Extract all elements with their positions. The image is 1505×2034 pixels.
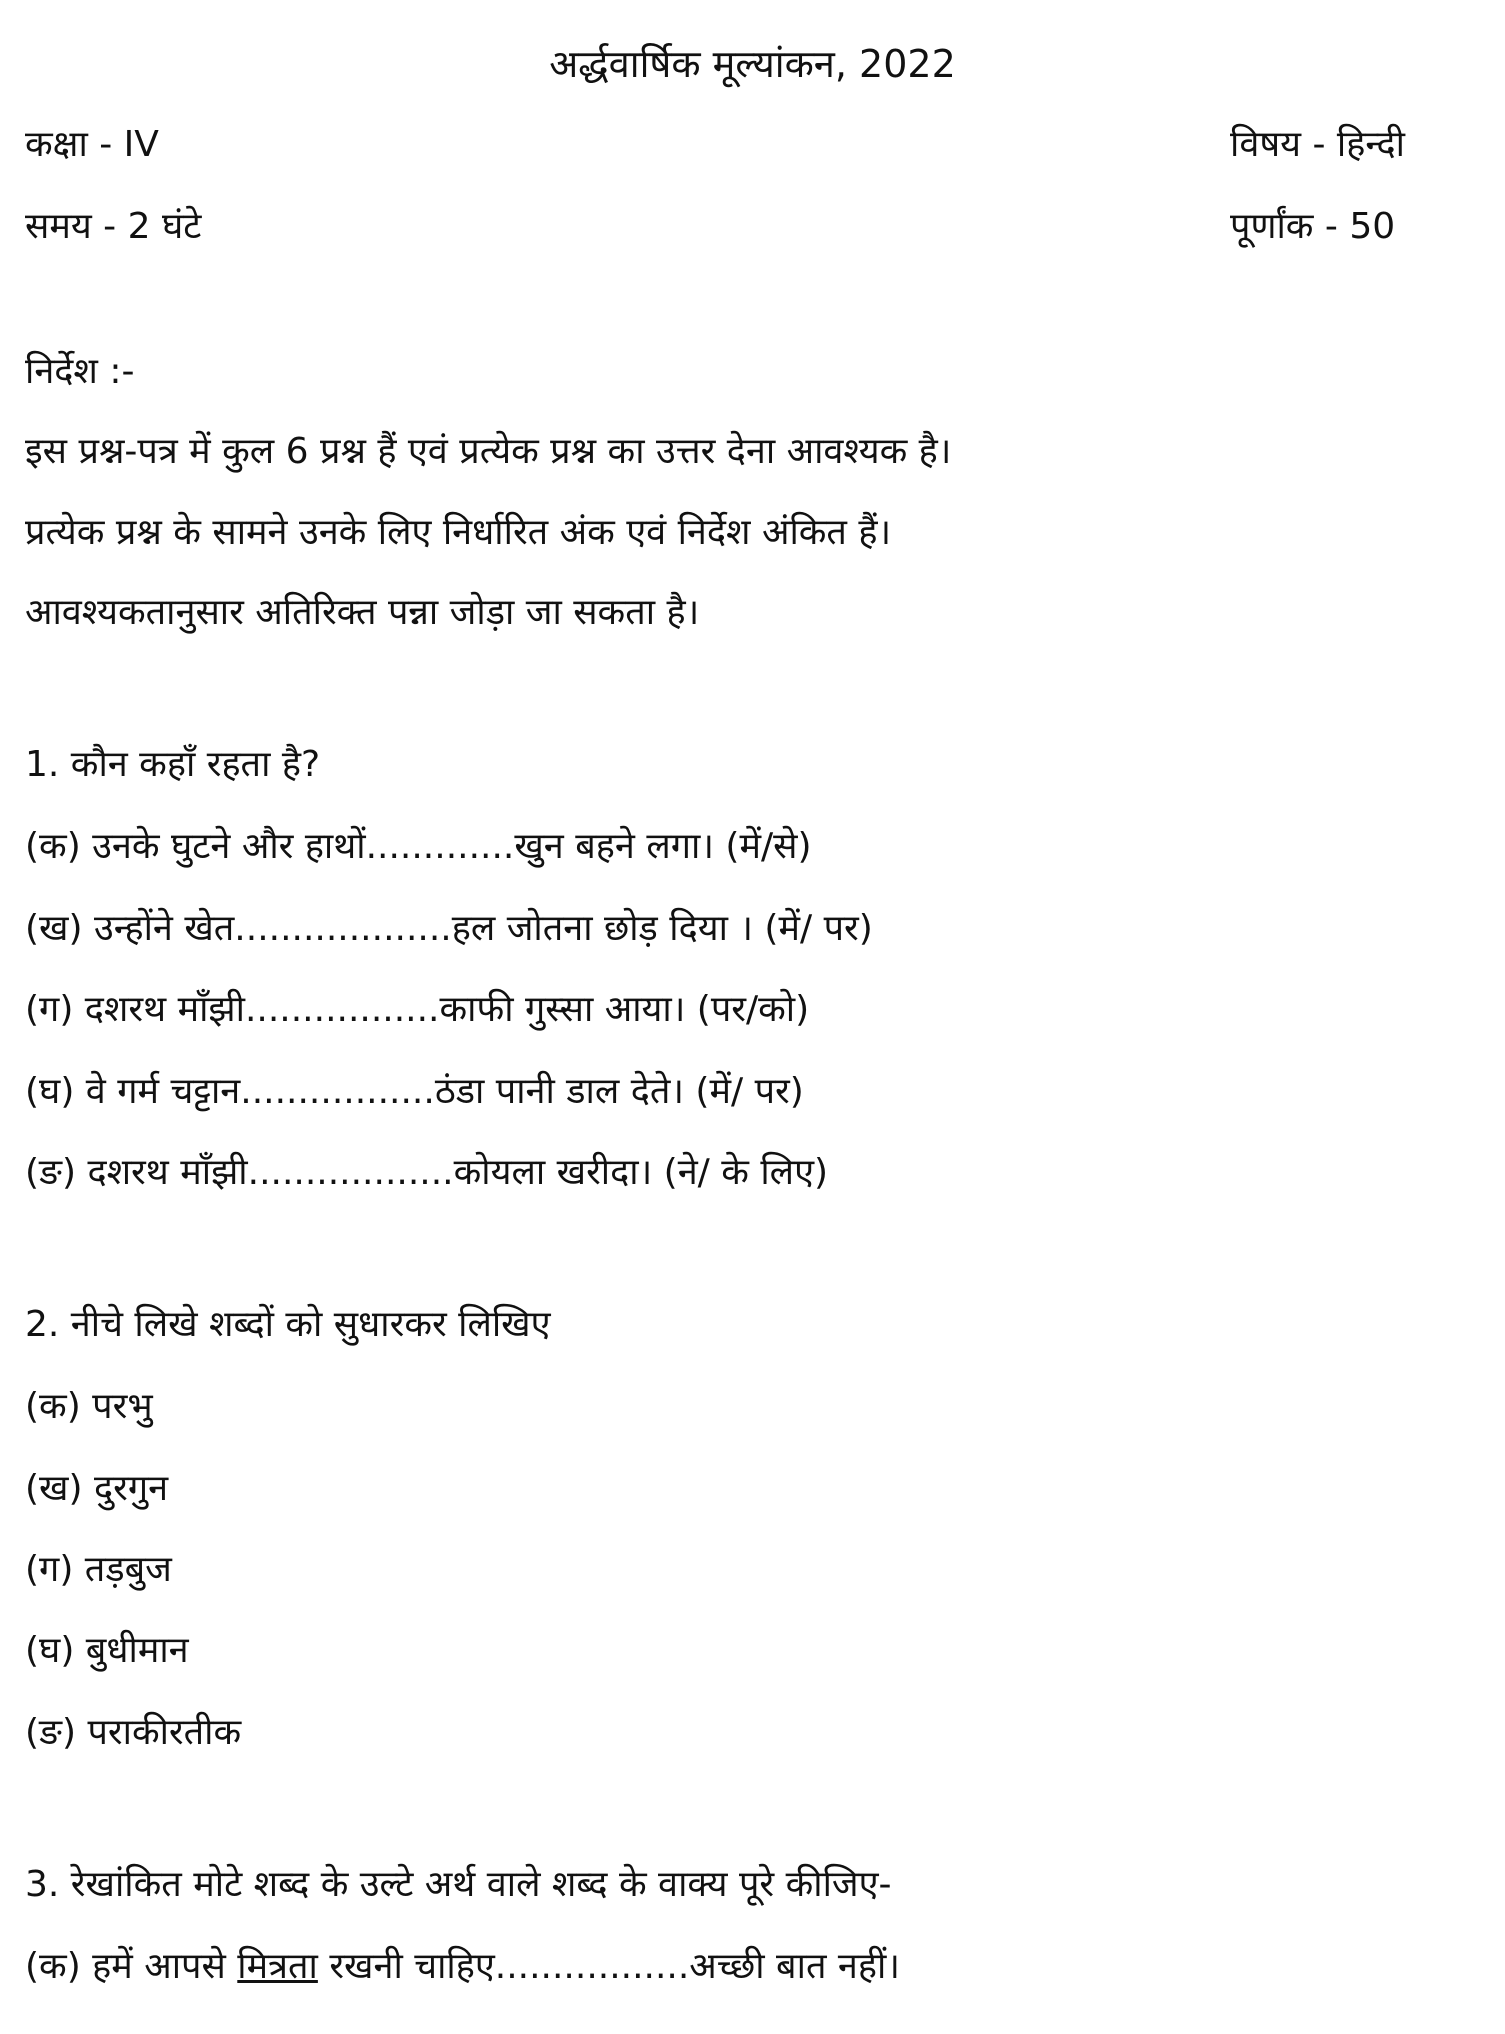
instruction-line: इस प्रश्न-पत्र में कुल 6 प्रश्न हैं एवं प्रत्येक प्रश्न का उत्तर देना आवश्यक है।	[25, 431, 952, 472]
q2-item: (ग) तड़बुज	[25, 1549, 172, 1590]
q3-item-prefix: (क) हमें आपसे	[25, 1946, 238, 1987]
q1-item: (घ) वे गर्म चट्टान.................ठंडा पानी डाल देते। (में/ पर)	[25, 1071, 804, 1112]
class-label: कक्षा - IV	[25, 124, 159, 165]
total-marks-label: पूर्णांक - 50	[1230, 206, 1396, 247]
subject-label: विषय - हिन्दी	[1230, 124, 1405, 165]
question-2: 2. नीचे लिखे शब्दों को सुधारकर लिखिए	[25, 1304, 551, 1345]
exam-title: अर्द्धवार्षिक मूल्यांकन, 2022	[549, 42, 956, 86]
time-label: समय - 2 घंटे	[25, 206, 202, 247]
question-1: 1. कौन कहाँ रहता है?	[25, 744, 321, 785]
instruction-line: प्रत्येक प्रश्न के सामने उनके लिए निर्धारित अंक एवं निर्देश अंकित हैं।	[25, 512, 892, 553]
q1-item: (ख) उन्होंने खेत...................हल जोतना छोड़ दिया । (में/ पर)	[25, 908, 873, 949]
q2-item: (ङ) पराकीरतीक	[25, 1712, 242, 1753]
q1-item: (ग) दशरथ माँझी.................काफी गुस्सा आया। (पर/को)	[25, 989, 810, 1030]
q2-item: (ख) दुरगुन	[25, 1468, 169, 1509]
q1-item: (क) उनके घुटने और हाथों.............खुन बहने लगा। (में/से)	[25, 826, 812, 867]
q2-item: (क) परभु	[25, 1386, 153, 1427]
question-3: 3. रेखांकित मोटे शब्द के उल्टे अर्थ वाले शब्द के वाक्य पूरे कीजिए-	[25, 1864, 892, 1905]
q1-item: (ङ) दशरथ माँझी..................कोयला खरीदा। (ने/ के लिए)	[25, 1152, 829, 1193]
instruction-line: आवश्यकतानुसार अतिरिक्त पन्ना जोड़ा जा सकता है।	[25, 592, 700, 633]
q2-item: (घ) बुधीमान	[25, 1630, 189, 1671]
instructions-heading: निर्देश :-	[25, 351, 135, 392]
underlined-word: मित्रता	[237, 1946, 318, 1987]
q3-item	[25, 1942, 900, 1992]
q3-item-suffix: रखनी चाहिए.................अच्छी बात नहीं।	[317, 1946, 900, 1987]
